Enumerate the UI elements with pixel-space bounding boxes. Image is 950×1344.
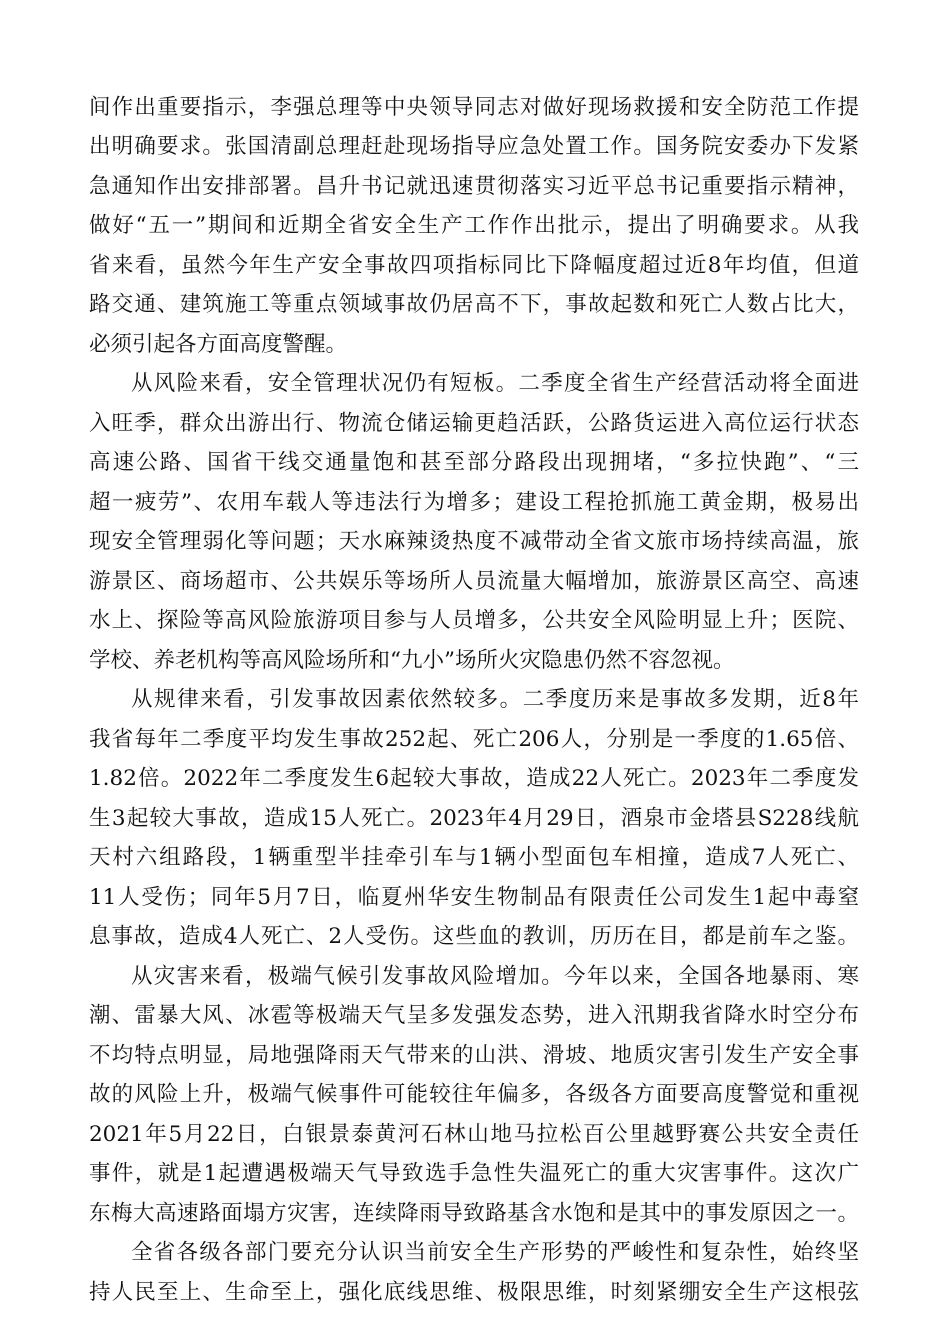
paragraph-first-line: 全省各级各部门要充分认识当前安全生产形势的严峻性和复杂性，始终坚 xyxy=(131,1240,859,1265)
text-line: 入旺季，群众出游出行、物流仓储运输更趋活跃，公路货运进入高位运行状态 xyxy=(89,411,859,436)
text-line: 1.82倍。2022年二季度发生6起较大事故，造成22人死亡。2023年二季度发 xyxy=(89,766,859,791)
text-line: 不均特点明显，局地强降雨天气带来的山洪、滑坡、地质灾害引发生产安全事 xyxy=(89,1043,859,1068)
text-line: 必须引起各方面高度警醒。 xyxy=(89,332,348,357)
text-line: 持人民至上、生命至上，强化底线思维、极限思维，时刻紧绷安全生产这根弦 xyxy=(89,1280,859,1305)
text-line: 路交通、建筑施工等重点领域事故仍居高不下，事故起数和死亡人数占比大， xyxy=(89,292,859,317)
text-line: 东梅大高速路面塌方灾害，连续降雨导致路基含水饱和是其中的事发原因之一。 xyxy=(89,1201,859,1226)
text-line: 事件，就是1起遭遇极端天气导致选手急性失温死亡的重大灾害事件。这次广 xyxy=(89,1161,859,1186)
paragraph-first-line: 从风险来看，安全管理状况仍有短板。二季度全省生产经营活动将全面进 xyxy=(131,371,859,396)
text-line: 游景区、商场超市、公共娱乐等场所人员流量大幅增加，旅游景区高空、高速 xyxy=(89,569,859,594)
text-line: 2021年5月22日，白银景泰黄河石林山地马拉松百公里越野赛公共安全责任 xyxy=(89,1122,859,1147)
text-line: 做好“五一”期间和近期全省安全生产工作作出批示，提出了明确要求。从我 xyxy=(89,213,859,238)
text-line: 出明确要求。张国清副总理赶赴现场指导应急处置工作。国务院安委办下发紧 xyxy=(89,134,859,159)
paragraph-first-line: 从规律来看，引发事故因素依然较多。二季度历来是事故多发期，近8年 xyxy=(131,687,859,712)
text-line: 高速公路、国省干线交通量饱和甚至部分路段出现拥堵，“多拉快跑”、“三 xyxy=(89,450,859,475)
text-line: 天村六组路段，1辆重型半挂牵引车与1辆小型面包车相撞，造成7人死亡、 xyxy=(89,845,859,870)
text-line: 水上、探险等高风险旅游项目参与人员增多，公共安全风险明显上升；医院、 xyxy=(89,608,859,633)
text-line: 省来看，虽然今年生产安全事故四项指标同比下降幅度超过近8年均值，但道 xyxy=(89,253,859,278)
text-line: 11人受伤；同年5月7日，临夏州华安生物制品有限责任公司发生1起中毒窒 xyxy=(89,885,859,910)
text-line: 故的风险上升，极端气候事件可能较往年偏多，各级各方面要高度警觉和重视 xyxy=(89,1082,859,1107)
text-line: 间作出重要指示，李强总理等中央领导同志对做好现场救援和安全防范工作提 xyxy=(89,95,859,120)
text-line: 现安全管理弱化等问题；天水麻辣烫热度不减带动全省文旅市场持续高温，旅 xyxy=(89,529,859,554)
text-line: 学校、养老机构等高风险场所和“九小”场所火灾隐患仍然不容忽视。 xyxy=(89,648,735,673)
paragraph-first-line: 从灾害来看，极端气候引发事故风险增加。今年以来，全国各地暴雨、寒 xyxy=(131,964,859,989)
text-line: 我省每年二季度平均发生事故252起、死亡206人，分别是一季度的1.65倍、 xyxy=(89,727,859,752)
text-line: 息事故，造成4人死亡、2人受伤。这些血的教训，历历在目，都是前车之鉴。 xyxy=(89,924,859,949)
text-line: 急通知作出安排部署。昌升书记就迅速贯彻落实习近平总书记重要指示精神， xyxy=(89,174,859,199)
text-line: 潮、雷暴大风、冰雹等极端天气呈多发强发态势，进入汛期我省降水时空分布 xyxy=(89,1003,859,1028)
text-line: 超一疲劳”、农用车载人等违法行为增多；建设工程抢抓施工黄金期，极易出 xyxy=(89,490,859,515)
text-line: 生3起较大事故，造成15人死亡。2023年4月29日，酒泉市金塔县S228线航 xyxy=(89,806,859,831)
